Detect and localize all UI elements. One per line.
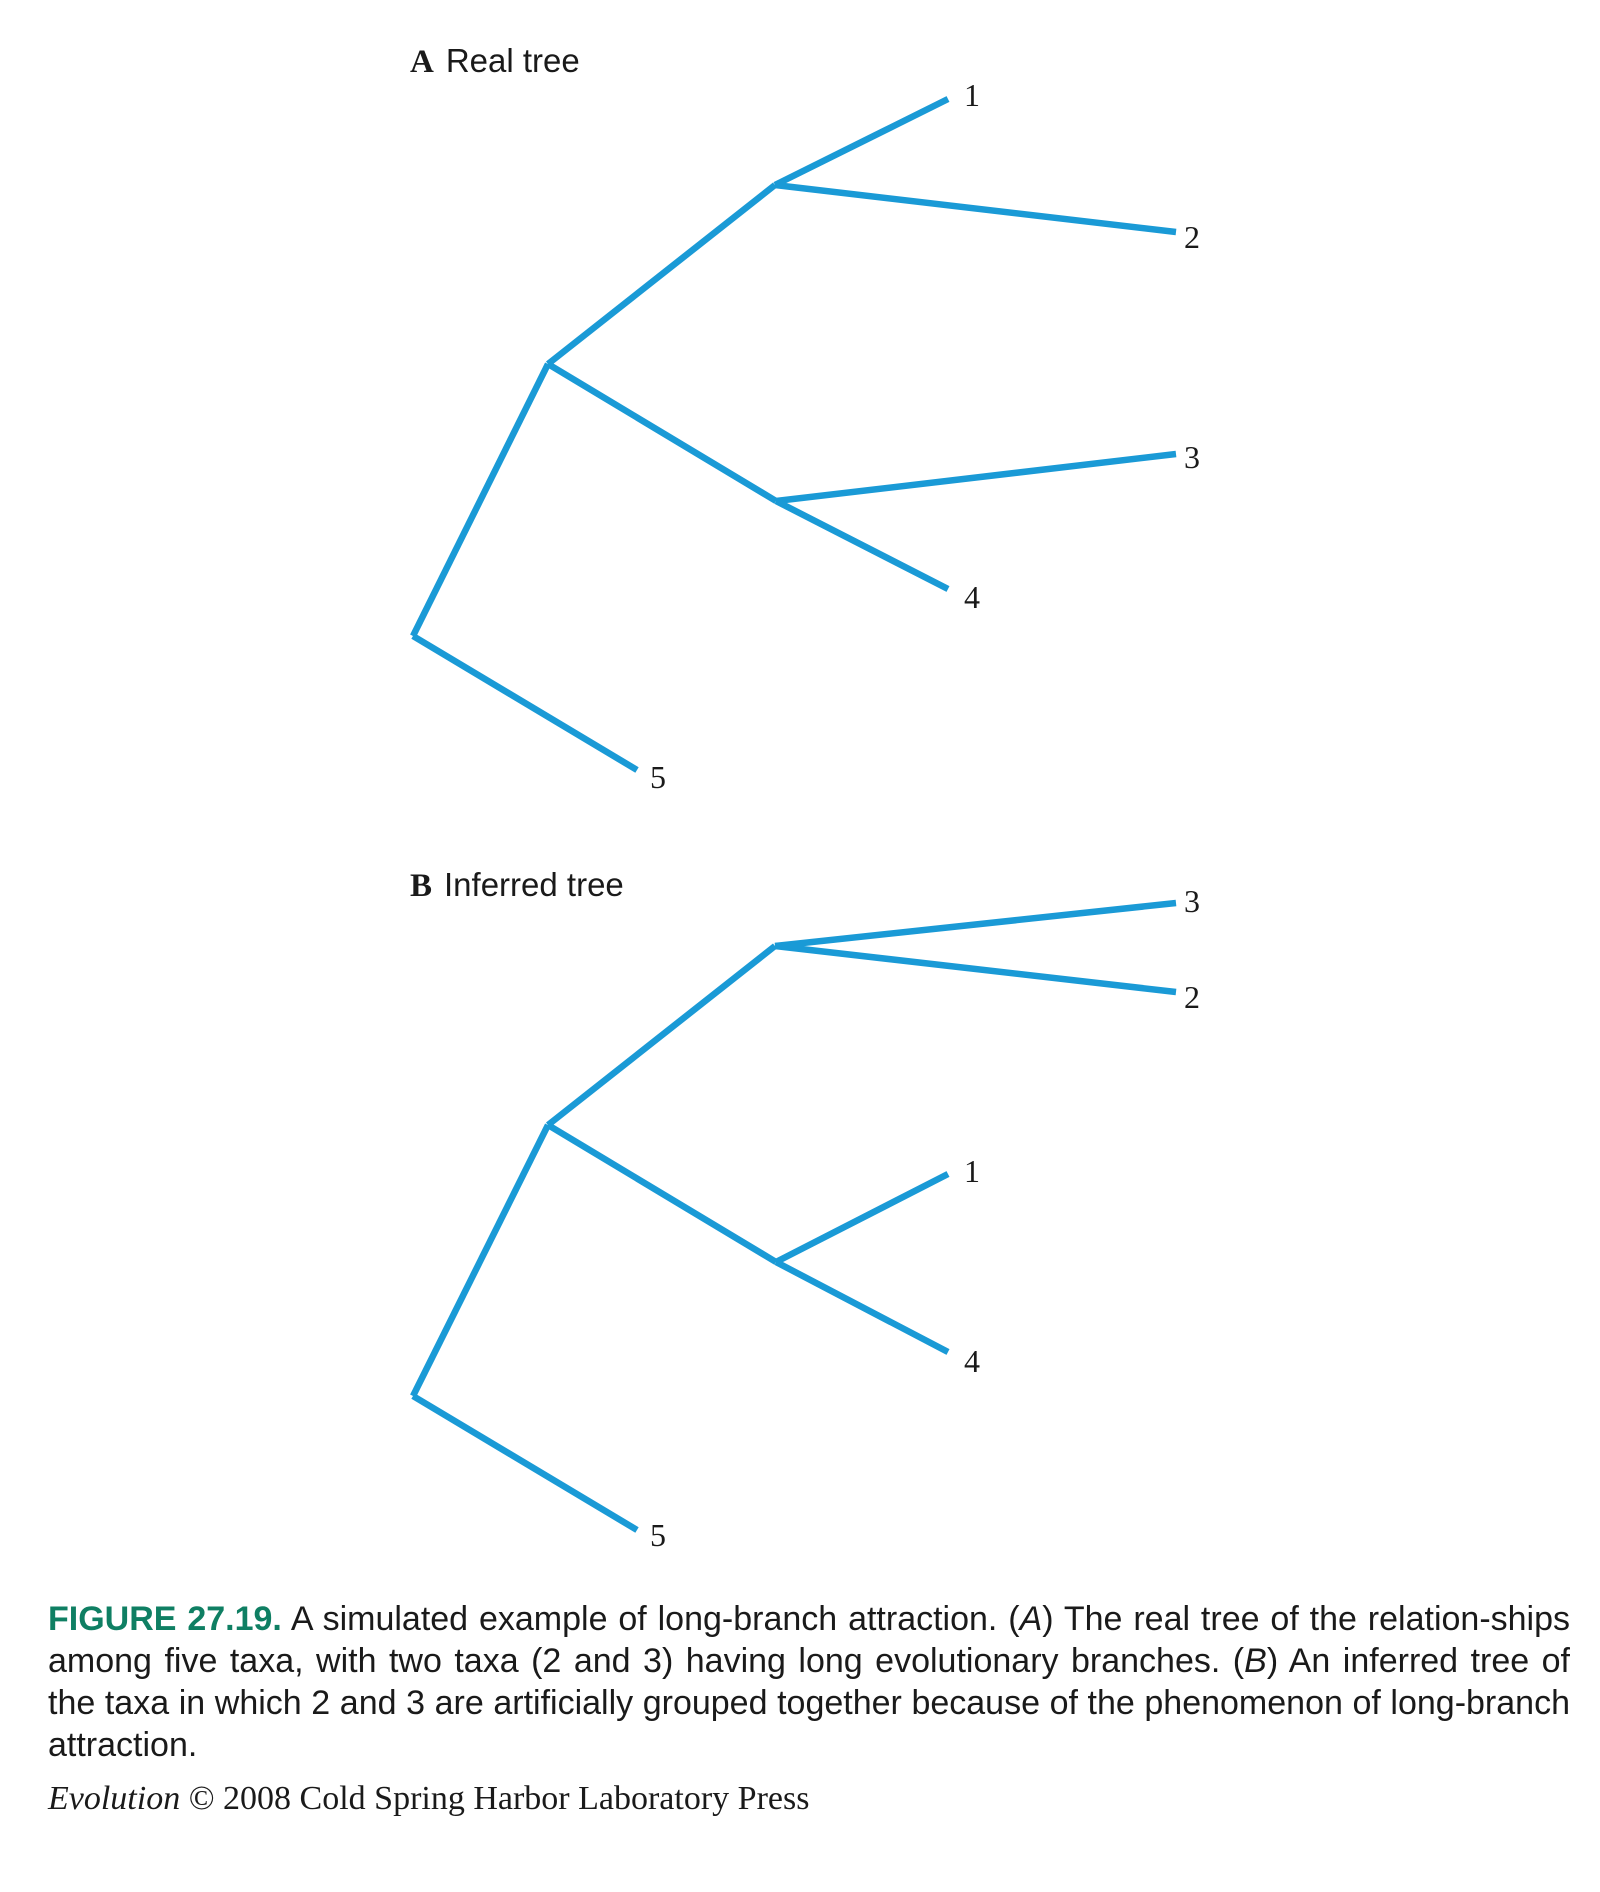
copyright-credit bbox=[48, 1780, 809, 1818]
taxon-label-3: 3 bbox=[1184, 883, 1200, 919]
taxon-label-2: 2 bbox=[1184, 219, 1200, 255]
taxon-label-2: 2 bbox=[1184, 979, 1200, 1015]
caption-text-1: A simulated example of long-branch attraction. ( bbox=[290, 1600, 1020, 1638]
copyright-text: © 2008 Cold Spring Harbor Laboratory Press bbox=[188, 1780, 810, 1817]
book-title: Evolution bbox=[48, 1780, 181, 1817]
caption-text-3: ) An inferred tree of the taxa in which 2 and 3 are artificially grouped together because of the phenomenon of long-branch attraction. bbox=[48, 1642, 1570, 1764]
branch-root-to-node-a bbox=[413, 1125, 548, 1396]
taxon-label-4: 4 bbox=[964, 1343, 980, 1379]
panel-b-letter: B bbox=[410, 868, 433, 904]
taxon-label-4: 4 bbox=[964, 579, 980, 615]
branch-node-b-to-2 bbox=[775, 946, 1176, 992]
branch-node-b-to-3 bbox=[775, 903, 1176, 946]
branch-node-c-to-4 bbox=[776, 1262, 948, 1352]
panel-a-title-text: Real tree bbox=[445, 42, 580, 79]
taxon-label-1: 1 bbox=[964, 77, 980, 113]
caption-ref-b: B bbox=[1244, 1642, 1267, 1680]
taxon-label-3: 3 bbox=[1184, 439, 1200, 475]
panel-a-letter: A bbox=[410, 44, 434, 80]
figure-label: FIGURE 27.19. bbox=[48, 1600, 282, 1638]
caption-text-2: ) The real tree of the relation-ships among five taxa, with two taxa (2 and 3) having long evolutionary branches. ( bbox=[48, 1600, 1571, 1680]
branch-node-c-to-1 bbox=[776, 1174, 948, 1262]
figure-caption bbox=[48, 1598, 1570, 1766]
branch-node-a-to-node-c bbox=[548, 1125, 776, 1262]
caption-ref-a: A bbox=[1019, 1600, 1043, 1638]
branch-node-a-to-node-b bbox=[548, 946, 775, 1125]
taxon-label-1: 1 bbox=[964, 1153, 980, 1189]
branch-root-to-5 bbox=[413, 1396, 637, 1530]
taxon-label-5: 5 bbox=[650, 759, 666, 795]
panel-b-title-text: Inferred tree bbox=[444, 866, 624, 903]
taxon-label-5: 5 bbox=[650, 1517, 666, 1553]
